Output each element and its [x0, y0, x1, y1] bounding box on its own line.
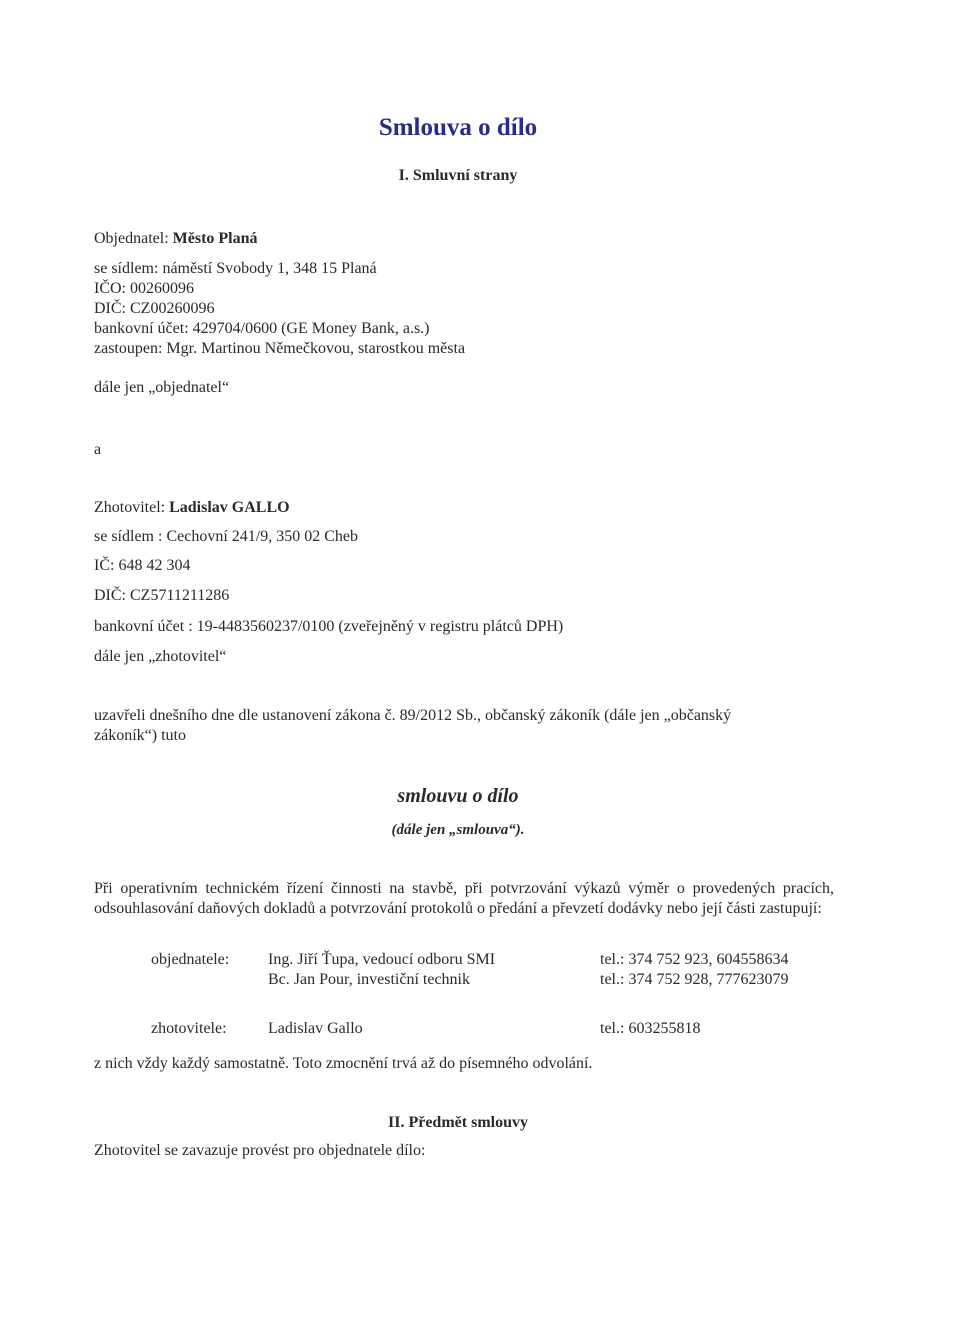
- subject-line: Zhotovitel se zavazuje provést pro objednatele dílo:: [94, 1142, 426, 1159]
- zhotovitel-heading: [94, 498, 290, 518]
- rep-name: Ing. Jiří Ťupa, vedoucí odboru SMI: [268, 951, 496, 968]
- objednatel-alias: dále jen „objednatel“: [94, 379, 230, 396]
- objednatel-line: bankovní účet: 429704/0600 (GE Money Bank, a.s.): [94, 320, 430, 337]
- zhotovitel-label: Zhotovitel:: [94, 499, 170, 516]
- zhotovitel-sidlo: se sídlem : Cechovní 241/9, 350 02 Cheb: [94, 528, 358, 545]
- rep-tel: tel.: 603255818: [600, 1020, 701, 1037]
- zhotovitel-alias: dále jen „zhotovitel“: [94, 648, 227, 665]
- objednatele-label: objednatele:: [151, 951, 230, 968]
- zhotovitel-dic: DIČ: CZ5711211286: [94, 587, 230, 604]
- zhotovitel-name: Ladislav GALLO: [169, 499, 290, 516]
- smlouvu-subtitle: (dále jen „smlouva“).: [391, 822, 525, 838]
- zhotovitel-ic: IČ: 648 42 304: [94, 557, 191, 574]
- and-connector: a: [94, 441, 102, 458]
- rep-name: Ladislav Gallo: [268, 1020, 363, 1037]
- intro-line-1: uzavřeli dnešního dne dle ustanovení zákona č. 89/2012 Sb., občanský zákoník (dále jen „občanský: [94, 707, 732, 724]
- objednatel-line: IČO: 00260096: [94, 280, 194, 297]
- section-heading-1: I. Smluvní strany: [398, 167, 518, 184]
- rep-tel: tel.: 374 752 923, 604558634: [600, 951, 789, 968]
- objednatel-block: [94, 229, 465, 359]
- objednatel-name: Město Planá: [172, 230, 258, 247]
- objednatel-line: DIČ: CZ00260096: [94, 300, 215, 317]
- objednatel-heading: [94, 229, 465, 249]
- objednatel-line: zastoupen: Mgr. Martinou Němečkovou, starostkou města: [94, 340, 466, 357]
- zhotovitele-label: zhotovitele:: [151, 1020, 227, 1037]
- intro-line-2: zákoník“) tuto: [94, 727, 186, 744]
- objednatel-line: se sídlem: náměstí Svobody 1, 348 15 Planá: [94, 260, 377, 277]
- each-separately-line: z nich vždy každý samostatně. Toto zmocnění trvá až do písemného odvolání.: [94, 1055, 593, 1072]
- section-heading-2: II. Předmět smlouvy: [388, 1114, 528, 1131]
- zhotovitel-ucet: bankovní účet : 19-4483560237/0100 (zveřejněný v registru plátců DPH): [94, 618, 564, 635]
- document-title: Smlouva o dílo: [378, 114, 538, 141]
- rep-name: Bc. Jan Pour, investiční technik: [268, 971, 470, 988]
- objednatel-label: Objednatel:: [94, 230, 173, 247]
- smlouvu-title: smlouvu o dílo: [397, 785, 519, 807]
- operative-paragraph: Při operativním technickém řízení činnosti na stavbě, při potvrzování výkazů výměr o provedených pracích, odsouhlasování daňových dokladů a potvrzování protokolů o předání a převzetí dodávky nebo její části zastupují:: [94, 880, 834, 917]
- rep-tel: tel.: 374 752 928, 777623079: [600, 971, 789, 988]
